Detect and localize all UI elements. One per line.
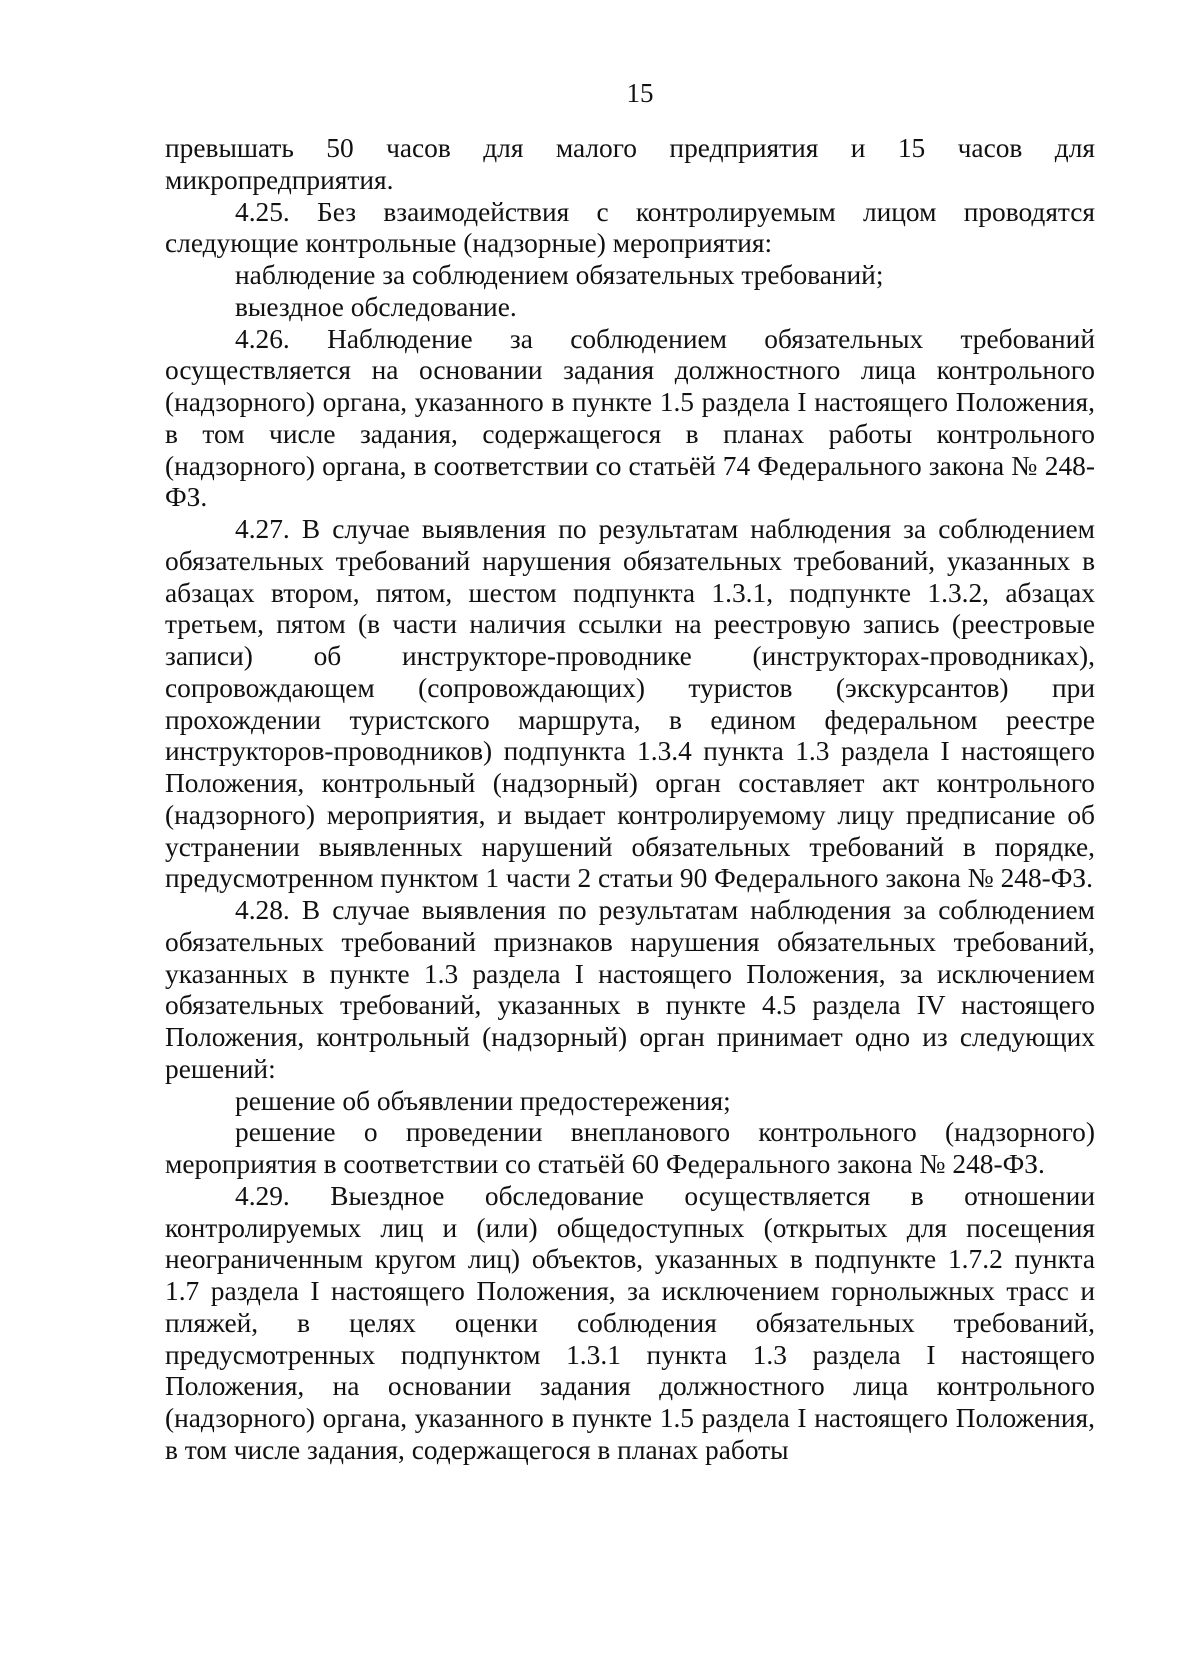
list-item-field-inspection: выездное обследование. bbox=[235, 291, 517, 322]
list-item-observation: наблюдение за соблюдением обязательных требований; bbox=[235, 260, 884, 290]
paragraph-4-25: 4.25. Без взаимодействия с контролируемым лицом проводятся следующие контрольные (надзорные) мероприятия: bbox=[165, 196, 1095, 259]
paragraph-4-27: 4.27. В случае выявления по результатам наблюдения за соблюдением обязательных требований нарушения обязательных требований, указанных в абзацах втором, пятом, шестом подпункта 1.3.1, подпункте 1.3.2, абзацах третьем, пятом (в части наличия ссылки на реестровую запись (реестровые записи) об инструкторе-проводнике (инструкторах-проводниках), сопровождающем (сопровождающих) туристов (экскурсантов) при прохождении туристского маршрута, в едином федеральном реестре инструкторов-проводников) подпункта 1.3.4 пункта 1.3 раздела I настоящего Положения, контрольный (надзорный) орган составляет акт контрольного (надзорного) мероприятия, и выдает контролируемому лицу предписание об устранении выявленных нарушений обязательных требований в порядке, предусмотренном пунктом 1 части 2 статьи 90 Федерального закона № 248-ФЗ. bbox=[165, 514, 1095, 894]
paragraph-continuation: превышать 50 часов для малого предприятия и 15 часов для микропредприятия. bbox=[165, 133, 1095, 195]
paragraph-4-28: 4.28. В случае выявления по результатам наблюдения за соблюдением обязательных требований признаков нарушения обязательных требований, указанных в пункте 1.3 раздела I настоящего Положения, за исключением обязательных требований, указанных в пункте 4.5 раздела IV настоящего Положения, контрольный (надзорный) орган принимает одно из следующих решений: bbox=[165, 895, 1095, 1084]
document-body bbox=[165, 133, 1095, 1467]
page-number: 15 bbox=[626, 78, 654, 108]
list-item-warning-decision: решение об объявлении предостережения; bbox=[235, 1085, 731, 1116]
list-item-unscheduled-inspection-decision: решение о проведении внепланового контрольного (надзорного) мероприятия в соответствии со статьёй 60 Федерального закона № 248-ФЗ. bbox=[165, 1117, 1095, 1179]
paragraph-4-26: 4.26. Наблюдение за соблюдением обязательных требований осуществляется на основании задания должностного лица контрольного (надзорного) органа, указанного в пункте 1.5 раздела I настоящего Положения, в том числе задания, содержащегося в планах работы контрольного (надзорного) органа, в соответствии со статьёй 74 Федерального закона № 248-ФЗ. bbox=[165, 323, 1095, 513]
paragraph-4-29: 4.29. Выездное обследование осуществляется в отношении контролируемых лиц и (или) общедоступных (открытых для посещения неограниченным кругом лиц) объектов, указанных в подпункте 1.7.2 пункта 1.7 раздела I настоящего Положения, за исключением горнолыжных трасс и пляжей, в целях оценки соблюдения обязательных требований, предусмотренных подпунктом 1.3.1 пункта 1.3 раздела I настоящего Положения, на основании задания должностного лица контрольного (надзорного) органа, указанного в пункте 1.5 раздела I настоящего Положения, в том числе задания, содержащегося в планах работы bbox=[165, 1180, 1095, 1465]
